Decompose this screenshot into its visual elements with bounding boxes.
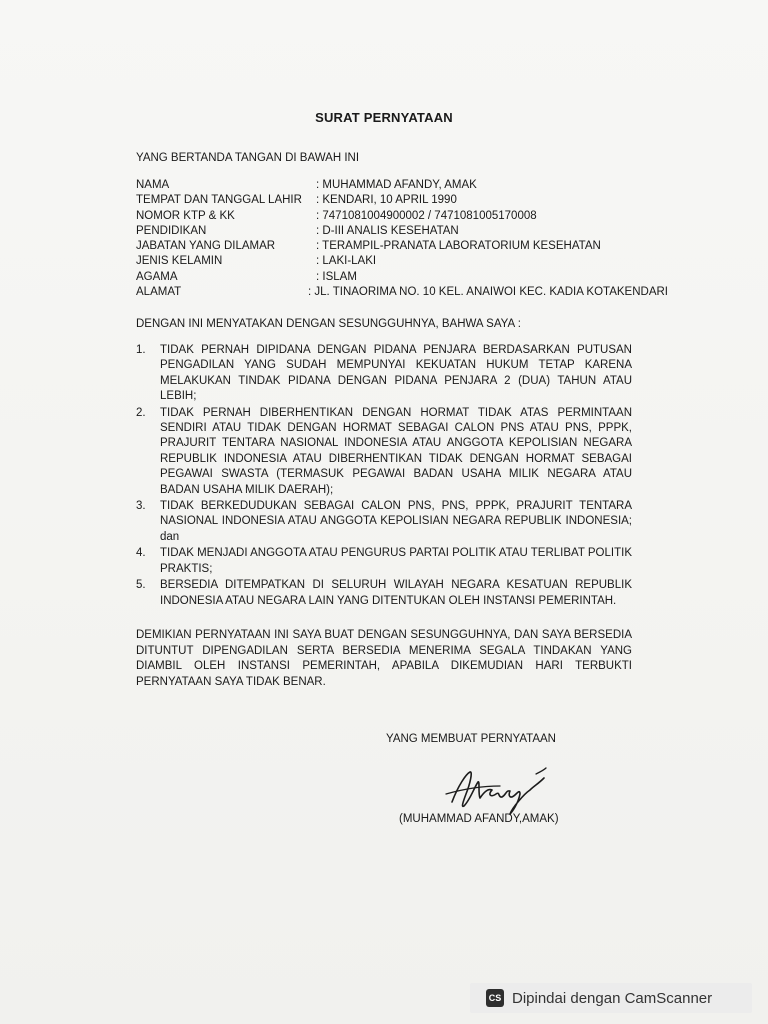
- identity-row-ttl: [136, 193, 716, 208]
- identity-value: : TERAMPIL-PRANATA LABORATORIUM KESEHATAN: [316, 240, 601, 253]
- list-text: TIDAK PERNAH DIBERHENTIKAN DENGAN HORMAT TIDAK ATAS PERMINTAAN SENDIRI ATAU TIDAK DENGAN HORMAT SEBAGAI CALON PNS ATAU PNS, PPPK, PRAJURIT TENTARA NASIONAL INDONESIA ATAU ANGGOTA KEPOLISIAN NEGARA REPUBLIK INDONESIA ATAU DIBERHENTIKAN TIDAK DENGAN HORMAT SEBAGAI PEGAWAI SWASTA (TERMASUK PEGAWAI BADAN USAHA MILIK NEGARA ATAU BADAN USAHA MILIK DAERAH);: [160, 406, 632, 496]
- identity-value: : 7471081004900002 / 7471081005170008: [316, 209, 537, 222]
- identity-row-agama: [136, 270, 716, 285]
- closing-paragraph: DEMIKIAN PERNYATAAN INI SAYA BUAT DENGAN SESUNGGUHNYA, DAN SAYA BERSEDIA DITUNTUT DIPENGADILAN SERTA BERSEDIA MENERIMA SEGALA TINDAKAN YANG DIAMBIL OLEH INSTANSI PEMERINTAH, APABILA DIKEMUDIAN HARI TERBUKTI PERNYATAAN SAYA TIDAK BENAR.: [136, 629, 632, 688]
- list-text: TIDAK MENJADI ANGGOTA ATAU PENGURUS PARTAI POLITIK ATAU TERLIBAT POLITIK PRAKTIS;: [160, 547, 632, 575]
- statement-points-list: [136, 343, 632, 610]
- identity-value: : MUHAMMAD AFANDY, AMAK: [316, 179, 477, 191]
- camscanner-icon: CS: [486, 989, 504, 1007]
- handwritten-signature: [440, 764, 560, 818]
- identity-label: PENDIDIKAN: [136, 224, 207, 237]
- identity-label: JENIS KELAMIN: [136, 255, 223, 268]
- list-number: 5.: [136, 579, 146, 592]
- statement-text: DENGAN INI MENYATAKAN DENGAN SESUNGGUHNYA, BAHWA SAYA :: [136, 318, 521, 330]
- list-text: BERSEDIA DITEMPATKAN DI SELURUH WILAYAH NEGARA KESATUAN REPUBLIK INDONESIA ATAU NEGARA LAIN YANG DITENTUKAN OLEH INSTANSI PEMERINTAH.: [160, 579, 632, 607]
- camscanner-watermark: [470, 983, 752, 1013]
- identity-value: : D-III ANALIS KESEHATAN: [316, 224, 459, 237]
- identity-label: NOMOR KTP & KK: [136, 209, 235, 222]
- identity-row-jabatan: [136, 239, 716, 254]
- identity-row-nama: [136, 178, 716, 193]
- list-item: [136, 343, 632, 405]
- list-number: 4.: [136, 547, 146, 560]
- identity-label: AGAMA: [136, 270, 178, 283]
- list-item: [136, 499, 632, 545]
- list-item: [136, 406, 632, 498]
- identity-value: : LAKI-LAKI: [316, 255, 377, 268]
- identity-label: TEMPAT DAN TANGGAL LAHIR: [136, 194, 302, 207]
- identity-label: ALAMAT: [136, 286, 182, 299]
- watermark-text: Dipindai dengan CamScanner: [512, 989, 713, 1007]
- identity-label: JABATAN YANG DILAMAR: [136, 240, 276, 253]
- intro-text: YANG BERTANDA TANGAN DI BAWAH INI: [136, 152, 360, 164]
- list-number: 2.: [136, 406, 146, 419]
- signer-name: (MUHAMMAD AFANDY,AMAK): [399, 813, 559, 825]
- identity-row-pendidikan: [136, 224, 716, 239]
- identity-value: : ISLAM: [316, 270, 357, 283]
- identity-value: : KENDARI, 10 APRIL 1990: [316, 194, 457, 207]
- identity-row-ktp: [136, 209, 716, 224]
- signer-label: YANG MEMBUAT PERNYATAAN: [386, 733, 556, 745]
- identity-value: : JL. TINAORIMA NO. 10 KEL. ANAIWOI KEC. KADIA KOTAKENDARI: [308, 286, 669, 299]
- list-item: [136, 578, 632, 609]
- identity-table: [136, 178, 716, 300]
- identity-label: NAMA: [136, 179, 170, 191]
- list-text: TIDAK BERKEDUDUKAN SEBAGAI CALON PNS, PNS, PPPK, PRAJURIT TENTARA NASIONAL INDONESIA ATAU ANGGOTA KEPOLISIAN NEGARA REPUBLIK INDONESIA; dan: [160, 500, 632, 543]
- identity-row-alamat: [136, 285, 716, 300]
- document-title: SURAT PERNYATAAN: [315, 110, 453, 125]
- list-item: [136, 546, 632, 577]
- list-text: TIDAK PERNAH DIPIDANA DENGAN PIDANA PENJARA BERDASARKAN PUTUSAN PENGADILAN YANG SUDAH MEMPUNYAI KEKUATAN HUKUM TETAP KARENA MELAKUKAN TINDAK PIDANA DENGAN PIDANA PENJARA 2 (DUA) TAHUN ATAU LEBIH;: [160, 344, 632, 403]
- list-number: 3.: [136, 500, 146, 513]
- identity-row-jenis-kelamin: [136, 254, 716, 269]
- list-number: 1.: [136, 344, 146, 356]
